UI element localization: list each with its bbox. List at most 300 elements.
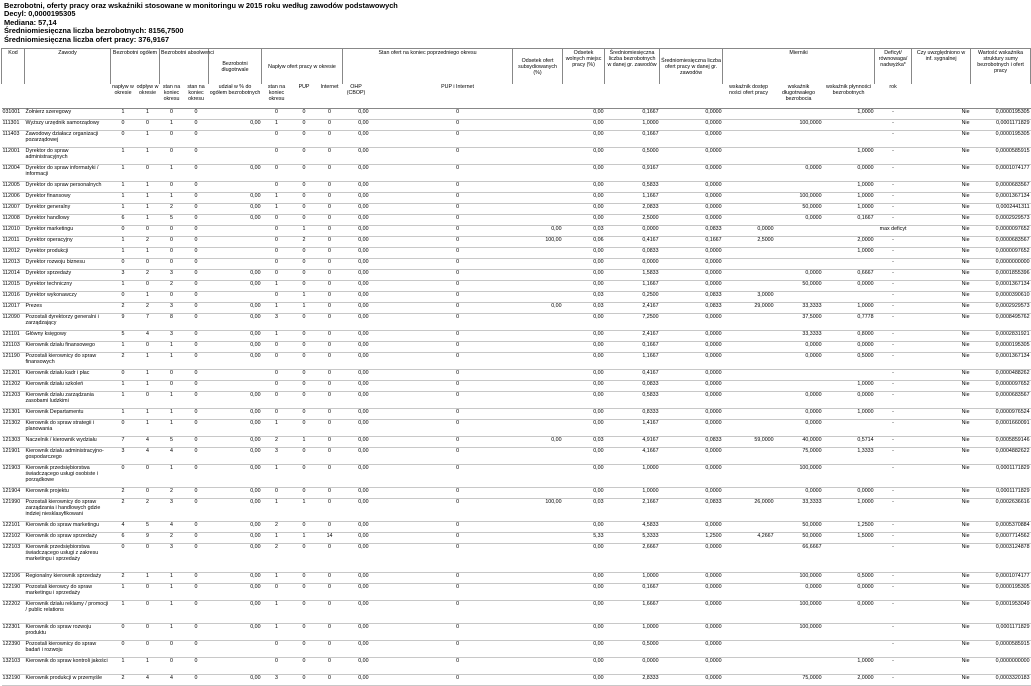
row-value: 0 bbox=[160, 641, 184, 658]
row-value: 1 bbox=[160, 342, 184, 353]
row-value: Nie bbox=[912, 409, 971, 420]
row-value: 1 bbox=[136, 148, 160, 165]
row-value: 0,0000097652 bbox=[971, 381, 1031, 392]
row-occupation: Kierownik do spraw rozwoju produktu bbox=[25, 624, 111, 641]
row-value: 0 bbox=[184, 533, 209, 544]
row-occupation: Główny księgowy bbox=[25, 331, 111, 342]
row-value: 0,0000 bbox=[823, 601, 875, 624]
table-row bbox=[2, 381, 1031, 392]
row-value: 0 bbox=[317, 409, 343, 420]
row-value: 0 bbox=[262, 270, 292, 281]
row-value: 1,0000 bbox=[605, 624, 660, 641]
row-occupation: Dyrektor do spraw administracyjnych bbox=[25, 148, 111, 165]
row-value: - bbox=[875, 465, 912, 488]
row-value bbox=[723, 641, 775, 658]
row-value: 0,00 bbox=[209, 573, 262, 584]
table-row bbox=[2, 109, 1031, 120]
row-value: Nie bbox=[912, 303, 971, 314]
row-value: 4 bbox=[136, 437, 160, 448]
row-gap bbox=[370, 370, 403, 381]
row-code: 132103 bbox=[2, 658, 25, 675]
row-value: 1,0000 bbox=[823, 148, 875, 165]
row-gap bbox=[370, 488, 403, 499]
row-value: 6 bbox=[111, 533, 136, 544]
col-bezrobotni-absolwenci: Bezrobotni absolwenci bbox=[160, 49, 209, 85]
row-value: 1 bbox=[160, 392, 184, 409]
row-value: 0,0000488262 bbox=[971, 370, 1031, 381]
row-value: 1,3333 bbox=[823, 448, 875, 465]
row-value: 3 bbox=[160, 544, 184, 573]
row-value: 0,00 bbox=[343, 281, 370, 292]
row-code: 122101 bbox=[2, 522, 25, 533]
row-value: 1 bbox=[111, 409, 136, 420]
row-value: 0 bbox=[262, 641, 292, 658]
row-value: 0,0004882622 bbox=[971, 448, 1031, 465]
row-gap bbox=[370, 193, 403, 204]
row-value: 0,00 bbox=[209, 281, 262, 292]
row-value bbox=[513, 601, 563, 624]
row-value: 1 bbox=[136, 381, 160, 392]
row-value: 0 bbox=[184, 270, 209, 281]
row-value: Nie bbox=[912, 584, 971, 601]
row-value bbox=[823, 544, 875, 573]
row-value: - bbox=[875, 342, 912, 353]
col-sr-ofert: Średniomiesięczna liczba ofert pracy w danej gr. zawodów bbox=[660, 49, 723, 85]
row-value: 0,03 bbox=[563, 437, 605, 448]
row-value: 0,00 bbox=[343, 522, 370, 533]
row-value: - bbox=[875, 120, 912, 131]
sub-stan-koniec-absolwenci: stan na koniec okresu bbox=[187, 84, 205, 103]
row-value: 0 bbox=[403, 148, 513, 165]
row-value: 0 bbox=[317, 658, 343, 675]
row-occupation: Prezes bbox=[25, 303, 111, 314]
row-value: 1 bbox=[136, 658, 160, 675]
row-value: 1 bbox=[111, 182, 136, 193]
row-value: 0,1667 bbox=[823, 215, 875, 226]
table-row bbox=[2, 292, 1031, 303]
row-value: Nie bbox=[912, 392, 971, 409]
row-value: 1 bbox=[111, 584, 136, 601]
row-value: 0 bbox=[292, 331, 317, 342]
row-value: 0 bbox=[403, 204, 513, 215]
row-value: 0 bbox=[403, 381, 513, 392]
row-value bbox=[723, 544, 775, 573]
row-value: 6 bbox=[111, 215, 136, 226]
row-value: 0 bbox=[317, 584, 343, 601]
row-value: 0,0001074177 bbox=[971, 165, 1031, 182]
row-value: 75,0000 bbox=[775, 675, 823, 686]
row-value bbox=[775, 226, 823, 237]
row-occupation: Dyrektor marketingu bbox=[25, 226, 111, 237]
row-value: 0,1667 bbox=[605, 342, 660, 353]
row-value: 1 bbox=[111, 193, 136, 204]
row-value: 33,3333 bbox=[775, 331, 823, 342]
row-value: 0,06 bbox=[563, 237, 605, 248]
table-row bbox=[2, 303, 1031, 314]
row-value: 0,0000585915 bbox=[971, 148, 1031, 165]
row-value: 0,5000 bbox=[823, 573, 875, 584]
row-value: 0 bbox=[262, 165, 292, 182]
row-value: 0,0000195305 bbox=[971, 131, 1031, 148]
sub-pup-internet: PUP i Internet bbox=[441, 84, 474, 91]
row-value: 0,0000 bbox=[660, 584, 723, 601]
row-value: 0 bbox=[262, 182, 292, 193]
row-value: 0 bbox=[403, 259, 513, 270]
table-row bbox=[2, 237, 1031, 248]
row-value: - bbox=[875, 448, 912, 465]
row-gap bbox=[370, 601, 403, 624]
row-occupation: Kierownik przedsiębiorstwa świadczącego usługi osobiste i porządkowe bbox=[25, 465, 111, 488]
table-row bbox=[2, 248, 1031, 259]
row-value: 0 bbox=[317, 182, 343, 193]
row-value bbox=[513, 353, 563, 370]
row-value bbox=[723, 120, 775, 131]
row-value: 0,00 bbox=[563, 381, 605, 392]
row-occupation: Kierownik do spraw kontroli jakości bbox=[25, 658, 111, 675]
row-value: 0 bbox=[184, 465, 209, 488]
row-value: 1 bbox=[111, 281, 136, 292]
row-value: 0,00 bbox=[343, 641, 370, 658]
row-value: 0 bbox=[317, 641, 343, 658]
summary-avg-unemployed: Średniomiesięczna liczba bezrobotnych: 8156,7500 bbox=[4, 26, 184, 36]
row-value: 0,4167 bbox=[605, 370, 660, 381]
table-row bbox=[2, 314, 1031, 331]
row-value: 0 bbox=[184, 392, 209, 409]
row-value: 0 bbox=[292, 488, 317, 499]
row-value: 0 bbox=[403, 624, 513, 641]
row-value: 7 bbox=[111, 437, 136, 448]
table-row bbox=[2, 270, 1031, 281]
sub-w-plynnosc: wskaźnik płynności bezrobotnych bbox=[826, 84, 872, 97]
row-value: 0,00 bbox=[209, 533, 262, 544]
row-code: 121903 bbox=[2, 465, 25, 488]
row-value: 59,0000 bbox=[723, 437, 775, 448]
row-value: - bbox=[875, 109, 912, 120]
row-value: 0,0002929573 bbox=[971, 215, 1031, 226]
row-value: - bbox=[875, 392, 912, 409]
row-value: 0 bbox=[262, 381, 292, 392]
row-value: 2,8333 bbox=[605, 675, 660, 686]
row-occupation: Kierownik do spraw strategii i planowania bbox=[25, 420, 111, 437]
row-value bbox=[209, 381, 262, 392]
row-value: 0,00 bbox=[209, 165, 262, 182]
row-value bbox=[513, 420, 563, 437]
row-value: 1 bbox=[111, 248, 136, 259]
row-value: 0 bbox=[403, 448, 513, 465]
row-value: 0 bbox=[262, 292, 292, 303]
row-value: 0,0000 bbox=[660, 182, 723, 193]
row-value: 0 bbox=[184, 165, 209, 182]
row-value bbox=[209, 641, 262, 658]
row-gap bbox=[370, 624, 403, 641]
row-value: Nie bbox=[912, 131, 971, 148]
row-value: 0 bbox=[262, 131, 292, 148]
row-value: Nie bbox=[912, 165, 971, 182]
row-occupation: Kierownik działu finansowego bbox=[25, 342, 111, 353]
row-value: 0,0001367134 bbox=[971, 281, 1031, 292]
row-value: 0,0000 bbox=[775, 270, 823, 281]
row-value: 0 bbox=[184, 584, 209, 601]
row-value: Nie bbox=[912, 499, 971, 522]
row-value: 0 bbox=[292, 270, 317, 281]
row-value: 7,2500 bbox=[605, 314, 660, 331]
row-value: 1 bbox=[262, 281, 292, 292]
row-value: 1 bbox=[262, 499, 292, 522]
row-value: 2 bbox=[262, 522, 292, 533]
row-value: 1 bbox=[292, 437, 317, 448]
row-value: 1 bbox=[292, 292, 317, 303]
col-wartosc: Wartość wskaźnika struktury sumy bezrobotnych i ofert pracy bbox=[971, 49, 1031, 85]
row-value: 0 bbox=[136, 465, 160, 488]
row-value: - bbox=[875, 331, 912, 342]
row-value: 0 bbox=[403, 522, 513, 533]
table-row bbox=[2, 658, 1031, 675]
row-value: 0,00 bbox=[209, 522, 262, 533]
row-code: 132190 bbox=[2, 675, 25, 686]
row-value: Nie bbox=[912, 370, 971, 381]
row-value: 0 bbox=[292, 420, 317, 437]
row-value: 0,00 bbox=[209, 675, 262, 686]
row-value bbox=[513, 624, 563, 641]
row-value: 0,5000 bbox=[823, 353, 875, 370]
row-occupation: Kierownik działu kadr i płac bbox=[25, 370, 111, 381]
row-value: 9 bbox=[111, 314, 136, 331]
row-value: 0,0000 bbox=[605, 658, 660, 675]
row-value: 0 bbox=[292, 148, 317, 165]
row-value bbox=[723, 353, 775, 370]
row-value bbox=[513, 342, 563, 353]
row-gap bbox=[370, 641, 403, 658]
row-value: 0,0000 bbox=[775, 215, 823, 226]
row-value: 1 bbox=[160, 573, 184, 584]
row-value bbox=[723, 601, 775, 624]
row-value: 0 bbox=[184, 120, 209, 131]
table-row bbox=[2, 165, 1031, 182]
row-value: 0,00 bbox=[343, 120, 370, 131]
row-value: 1 bbox=[262, 120, 292, 131]
row-value: 0,0001171829 bbox=[971, 120, 1031, 131]
col-bezrobotni-dlugotrwale: Bezrobotni długotrwale bbox=[209, 49, 262, 85]
row-occupation: Kierownik działu administracyjno-gospodarczego bbox=[25, 448, 111, 465]
row-value: - bbox=[875, 675, 912, 686]
row-value: 75,0000 bbox=[775, 448, 823, 465]
row-value: 7 bbox=[136, 314, 160, 331]
row-value: 1 bbox=[136, 215, 160, 226]
row-value: Nie bbox=[912, 448, 971, 465]
row-value bbox=[723, 248, 775, 259]
table-row bbox=[2, 331, 1031, 342]
row-gap bbox=[370, 259, 403, 270]
row-value: 0 bbox=[262, 342, 292, 353]
row-gap bbox=[370, 381, 403, 392]
row-value: 0 bbox=[292, 314, 317, 331]
row-value: 0,00 bbox=[343, 533, 370, 544]
row-value: 4 bbox=[160, 522, 184, 533]
row-value: 0 bbox=[111, 544, 136, 573]
row-occupation: Kierownik projektu bbox=[25, 488, 111, 499]
row-value: 1 bbox=[136, 292, 160, 303]
table-row bbox=[2, 420, 1031, 437]
row-value: 2 bbox=[111, 573, 136, 584]
row-value: 0,00 bbox=[209, 624, 262, 641]
row-value: 2 bbox=[136, 499, 160, 522]
row-value bbox=[513, 259, 563, 270]
row-value: 0,0000 bbox=[660, 420, 723, 437]
row-code: 112011 bbox=[2, 237, 25, 248]
row-occupation: Kierownik działu reklamy / promocji / public relations bbox=[25, 601, 111, 624]
row-value: 0,0000 bbox=[775, 584, 823, 601]
row-value: 100,00 bbox=[513, 499, 563, 522]
row-value: 0,00 bbox=[343, 658, 370, 675]
row-code: 112017 bbox=[2, 303, 25, 314]
row-value bbox=[723, 624, 775, 641]
row-gap bbox=[370, 584, 403, 601]
row-value: 1 bbox=[292, 533, 317, 544]
row-value: 2 bbox=[160, 488, 184, 499]
row-value: 2,4167 bbox=[605, 331, 660, 342]
row-value: - bbox=[875, 281, 912, 292]
row-gap bbox=[370, 215, 403, 226]
row-value: 0 bbox=[403, 270, 513, 281]
row-value: 4 bbox=[136, 448, 160, 465]
row-value: Nie bbox=[912, 259, 971, 270]
row-value: 1 bbox=[160, 165, 184, 182]
row-value: 0,0000 bbox=[660, 270, 723, 281]
row-value: 0 bbox=[292, 624, 317, 641]
row-value bbox=[723, 259, 775, 270]
row-value: 0,0000 bbox=[660, 204, 723, 215]
row-value: 0 bbox=[317, 392, 343, 409]
row-value: 0 bbox=[403, 499, 513, 522]
row-gap bbox=[370, 342, 403, 353]
row-value: 1 bbox=[111, 392, 136, 409]
row-value: 0 bbox=[317, 270, 343, 281]
sub-stan-koniec: stan na koniec okresu bbox=[162, 84, 181, 103]
row-value: 0,00 bbox=[343, 584, 370, 601]
row-value: 0 bbox=[403, 109, 513, 120]
row-value bbox=[823, 259, 875, 270]
row-value: 0 bbox=[184, 499, 209, 522]
row-value: 3 bbox=[111, 448, 136, 465]
row-value: 0,00 bbox=[209, 420, 262, 437]
row-value: - bbox=[875, 544, 912, 573]
row-value: 1 bbox=[136, 204, 160, 215]
row-value: 0 bbox=[317, 226, 343, 237]
row-value bbox=[723, 465, 775, 488]
row-value: 14 bbox=[317, 533, 343, 544]
row-occupation: Kierownik Departamentu bbox=[25, 409, 111, 420]
row-value: 0 bbox=[136, 641, 160, 658]
row-value: 0,0001367134 bbox=[971, 193, 1031, 204]
row-value: 0 bbox=[403, 601, 513, 624]
row-value: 0,0001074177 bbox=[971, 573, 1031, 584]
row-value: 0,00 bbox=[343, 270, 370, 281]
row-occupation: Pozostali kierownicy do spraw badań i rozwoju bbox=[25, 641, 111, 658]
row-value: 0,0000000000 bbox=[971, 658, 1031, 675]
row-value: 0,00 bbox=[209, 331, 262, 342]
row-value: 1,0000 bbox=[823, 499, 875, 522]
row-occupation: Regionalny kierownik sprzedaży bbox=[25, 573, 111, 584]
row-value: 0,03 bbox=[563, 226, 605, 237]
row-value: 0 bbox=[111, 292, 136, 303]
row-value bbox=[209, 237, 262, 248]
row-code: 111301 bbox=[2, 120, 25, 131]
row-value: 2 bbox=[111, 353, 136, 370]
row-value: 0,0000 bbox=[660, 409, 723, 420]
row-value bbox=[723, 658, 775, 675]
row-occupation: Dyrektor sprzedaży bbox=[25, 270, 111, 281]
row-value: 0,00 bbox=[513, 226, 563, 237]
row-value: 0,00 bbox=[209, 448, 262, 465]
row-value: - bbox=[875, 204, 912, 215]
row-occupation: Kierownik przedsiębiorstwa świadczącego usługi z zakresu marketingu i sprzedaży bbox=[25, 544, 111, 573]
row-value: 0,00 bbox=[563, 259, 605, 270]
row-code: 121904 bbox=[2, 488, 25, 499]
row-value: 0,00 bbox=[563, 584, 605, 601]
row-value: 0 bbox=[403, 409, 513, 420]
row-value: 0 bbox=[136, 601, 160, 624]
row-value: 0 bbox=[292, 584, 317, 601]
summary-avg-offers: Średniomiesięczna liczba ofert pracy: 376,9167 bbox=[4, 34, 170, 44]
row-value: 0 bbox=[292, 641, 317, 658]
row-value bbox=[209, 226, 262, 237]
row-value: 1 bbox=[262, 573, 292, 584]
row-value: 4 bbox=[111, 522, 136, 533]
table-row bbox=[2, 488, 1031, 499]
row-value: 0,5000 bbox=[605, 148, 660, 165]
row-value: 1,0000 bbox=[823, 204, 875, 215]
col-mierniki: Mierniki bbox=[723, 49, 875, 85]
row-value: 0 bbox=[184, 381, 209, 392]
row-value: 33,3333 bbox=[775, 499, 823, 522]
row-code: 121190 bbox=[2, 353, 25, 370]
row-code: 121101 bbox=[2, 331, 25, 342]
row-value: 0,00 bbox=[343, 409, 370, 420]
row-value bbox=[209, 131, 262, 148]
row-code: 112004 bbox=[2, 165, 25, 182]
row-value: 1,4167 bbox=[605, 420, 660, 437]
row-value: 0,7778 bbox=[823, 314, 875, 331]
row-value: 0,0833 bbox=[660, 226, 723, 237]
row-value: 0 bbox=[317, 237, 343, 248]
row-value: 0 bbox=[292, 204, 317, 215]
row-value: 0 bbox=[184, 259, 209, 270]
row-value: 0 bbox=[317, 259, 343, 270]
row-value: 0 bbox=[292, 465, 317, 488]
row-value: 0 bbox=[403, 573, 513, 584]
row-value: 0,00 bbox=[563, 281, 605, 292]
row-value: 66,6667 bbox=[775, 544, 823, 573]
row-value: Nie bbox=[912, 601, 971, 624]
row-value bbox=[723, 165, 775, 182]
row-value: 0 bbox=[262, 248, 292, 259]
row-value: 0 bbox=[184, 193, 209, 204]
row-value: - bbox=[875, 409, 912, 420]
row-value: 0,0000 bbox=[660, 488, 723, 499]
row-value: 0 bbox=[262, 488, 292, 499]
row-value: 40,0000 bbox=[775, 437, 823, 448]
row-value: 0,0000 bbox=[660, 573, 723, 584]
row-occupation: Dyrektor wykonawczy bbox=[25, 292, 111, 303]
table-row bbox=[2, 204, 1031, 215]
row-gap bbox=[370, 270, 403, 281]
row-value bbox=[209, 248, 262, 259]
row-value: 2 bbox=[136, 303, 160, 314]
row-code: 121203 bbox=[2, 392, 25, 409]
row-value bbox=[775, 131, 823, 148]
row-value: Nie bbox=[912, 641, 971, 658]
table-row bbox=[2, 675, 1031, 686]
